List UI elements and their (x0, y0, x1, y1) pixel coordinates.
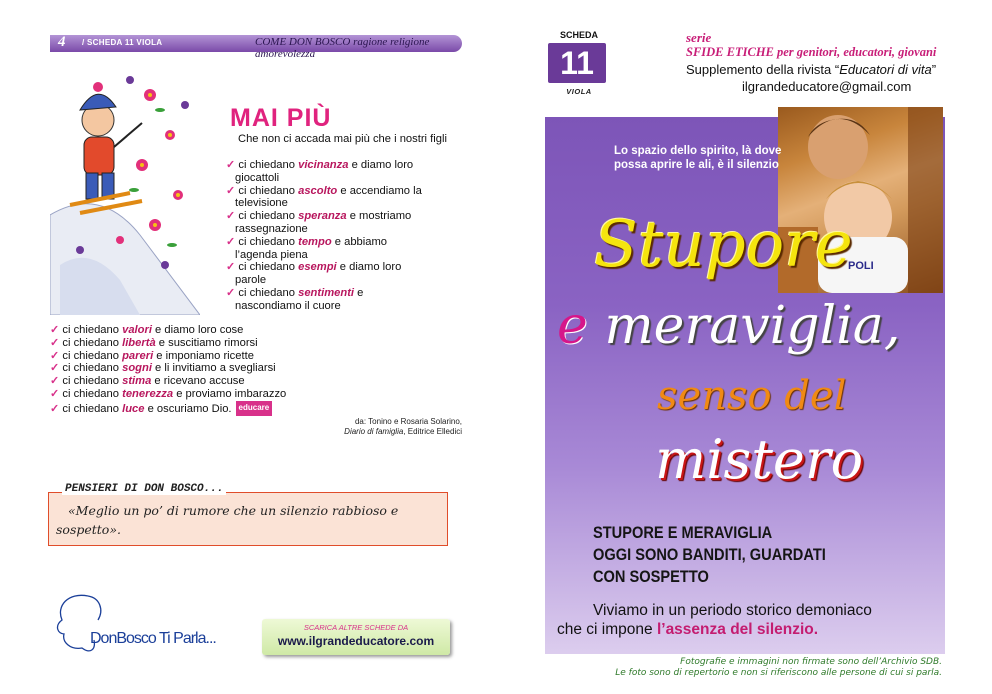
check-icon: ✓ (226, 184, 236, 197)
title-stupore: Stupore (594, 208, 853, 282)
poem-list-full (50, 324, 330, 416)
footer-line-1: Fotografie e immagini non firmate sono dell’Archivio SDB. (680, 657, 942, 667)
title-senso-del: senso del (657, 373, 847, 419)
check-icon: ✓ (50, 375, 60, 388)
poem-line (226, 159, 476, 172)
child-skiing-flowers-illustration (50, 65, 200, 315)
poem-post: e ricevano accuse (151, 375, 245, 388)
poem-line (50, 401, 330, 416)
check-icon: ✓ (50, 362, 60, 375)
contact-email[interactable]: ilgrandeducatore@gmail.com (742, 79, 912, 94)
poem-pre: ci chiedano (238, 210, 299, 223)
serie-title: SFIDE ETICHE per genitori, educatori, giovani (686, 45, 937, 59)
poem-post: e diamo loro cose (151, 324, 244, 336)
poem-key: luce (122, 402, 145, 415)
poem-pre: ci chiedano (238, 235, 299, 248)
credit-line2 (320, 427, 462, 437)
poem-pre: ci chiedano (238, 261, 299, 274)
poem-line (226, 236, 476, 249)
poem-line (50, 350, 330, 363)
poem-post: e (354, 286, 364, 299)
poem-pre: ci chiedano (62, 362, 123, 375)
poem-key: speranza (298, 210, 347, 223)
poem-key: vicinanza (298, 159, 349, 171)
poem-line (226, 261, 476, 274)
check-icon: ✓ (226, 286, 236, 299)
download-link[interactable]: www.ilgrandeducatore.com (277, 634, 435, 648)
check-icon: ✓ (50, 387, 60, 400)
poem-line (50, 375, 330, 388)
footer-line-2: Le foto sono di repertorio e non si riferiscono alle persone di cui si parla. (615, 668, 942, 678)
poem-post: e abbiamo (331, 235, 388, 248)
poem-line (50, 362, 330, 375)
poem-line-continuation: parole (235, 274, 267, 287)
check-icon: ✓ (226, 159, 236, 171)
scheda-title-label: SCHEDA (559, 30, 598, 40)
poem-post: e imponiamo ricette (153, 349, 254, 362)
check-icon: ✓ (50, 324, 60, 336)
poem-key: tempo (298, 235, 332, 248)
poem-pre: ci chiedano (238, 184, 299, 197)
heading-line-1: STUPORE E MERAVIGLIA (593, 523, 773, 542)
poem-key: esempi (298, 261, 337, 274)
credit-book-title: Diario di famiglia (344, 427, 404, 436)
header-context (255, 36, 462, 60)
poem-line (226, 185, 476, 198)
poem-key: valori (122, 324, 152, 336)
check-icon: ✓ (50, 402, 60, 415)
heading-line-2: OGGI SONO BANDITI, GUARDATI (593, 545, 826, 564)
scheda-color: VIOLA (566, 87, 592, 96)
header-bar (50, 34, 462, 60)
body-line-2-bold: l’assenza del silenzio. (656, 621, 819, 638)
poem-post: e proviamo imbarazzo (173, 387, 287, 400)
pensieri-label: PENSIERI DI DON BOSCO... (62, 483, 226, 495)
poem-line (50, 388, 330, 401)
poem-key: ascolto (298, 184, 338, 197)
svg-text:POLI: POLI (848, 260, 874, 272)
body-line-2 (557, 621, 818, 639)
heading-line-3: CON SOSPETTO (593, 567, 709, 586)
poem-key: tenerezza (122, 387, 174, 400)
check-icon: ✓ (50, 349, 60, 362)
serie-label: serie (686, 30, 712, 45)
scheda-number: 11 (560, 45, 594, 81)
poem-key: stima (122, 375, 152, 388)
poem-key: sogni (122, 362, 152, 375)
body-line-1: Viviamo in un periodo storico demoniaco (593, 602, 872, 619)
poem-key: sentimenti (298, 286, 355, 299)
spazio-caption: Lo spazio dello spirito, là dove possa aprire le ali, è il silenzio (614, 145, 782, 171)
poem-line (226, 287, 476, 300)
check-icon: ✓ (226, 235, 236, 248)
poem-credit (320, 417, 462, 437)
title-meraviglia: meraviglia, (604, 296, 901, 356)
title-mistero: mistero (655, 428, 864, 491)
supplemento (686, 62, 936, 77)
poem-list-indented (226, 159, 476, 313)
educare-badge: educare (236, 401, 273, 416)
scheda-label: / SCHEDA 11 VIOLA (82, 38, 163, 47)
credit-publisher: , Editrice Elledici (403, 427, 462, 436)
poem-line-continuation: nascondiamo il cuore (235, 299, 341, 312)
supplemento-pre: Supplemento della rivista “ (686, 62, 840, 77)
check-icon: ✓ (50, 336, 60, 349)
poem-line-continuation: rassegnazione (235, 222, 308, 235)
page-number: 4 (58, 34, 66, 50)
poem-pre: ci chiedano (62, 402, 123, 415)
check-icon: ✓ (226, 210, 236, 223)
poem-post: e mostriamo (346, 210, 412, 223)
poem-post: e suscitiamo rimorsi (155, 336, 258, 349)
title-e: e (557, 296, 588, 356)
poem-line (50, 324, 330, 337)
header-context-rest: ragione religione amorevolezza (255, 36, 430, 60)
body-line-2-pre: che ci impone (557, 621, 657, 638)
poem-key: pareri (122, 349, 154, 362)
poem-pre: ci chiedano (62, 375, 123, 388)
supplemento-post: ” (931, 62, 937, 77)
cover-heading (593, 522, 826, 588)
poem-intro: Che non ci accada mai più che i nostri figli (238, 133, 447, 145)
poem-title: MAI PIÙ (230, 104, 332, 132)
poem-pre: ci chiedano (62, 387, 123, 400)
poem-line-continuation: giocattoli (235, 171, 280, 184)
poem-pre: ci chiedano (238, 286, 299, 299)
poem-pre: ci chiedano (238, 159, 299, 171)
pensieri-quote: «Meglio un po’ di rumore che un silenzio rabbioso e sospetto». (56, 503, 399, 537)
download-label: SCARICA ALTRE SCHEDE DA (303, 623, 409, 632)
poem-post: e diamo loro (348, 159, 414, 171)
poem-post: e oscuriamo Dio. (144, 402, 232, 415)
poem-key: libertà (122, 336, 156, 349)
poem-pre: ci chiedano (62, 324, 123, 336)
title-meraviglia-line (557, 296, 900, 356)
poem-pre: ci chiedano (62, 336, 123, 349)
photo-credits-footer (560, 657, 942, 679)
credit-line1: da: Tonino e Rosaria Solarino, (354, 417, 462, 426)
supplemento-magazine: Educatori di vita (839, 62, 932, 77)
poem-pre: ci chiedano (62, 349, 123, 362)
check-icon: ✓ (226, 261, 236, 274)
logo-text: DonBosco Ti Parla... (90, 630, 216, 647)
poem-post: e diamo loro (336, 261, 402, 274)
poem-line (226, 210, 476, 223)
poem-line-continuation: l’agenda piena (235, 248, 308, 261)
poem-post: e accendiamo la (337, 184, 422, 197)
poem-post: e li invitiamo a svegliarsi (151, 362, 276, 375)
header-context-caps: COME DON BOSCO (255, 36, 351, 48)
poem-line (50, 337, 330, 350)
poem-line-continuation: televisione (235, 197, 288, 210)
poem-block-indented (226, 133, 476, 146)
